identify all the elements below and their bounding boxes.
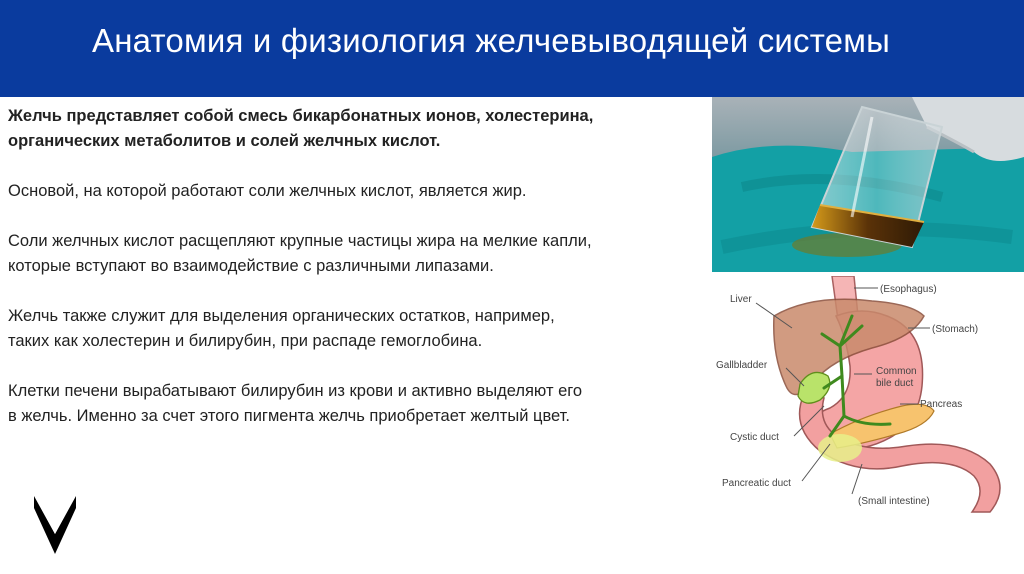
body-paragraph-5 [8, 379, 708, 429]
paragraph-3-line-1: Соли желчных кислот расщепляют крупные частицы жира на мелкие капли, [8, 232, 592, 250]
slide-body [8, 104, 708, 454]
paragraph-5-line-1: Клетки печени вырабатывают билирубин из крови и активно выделяют его [8, 382, 583, 400]
body-paragraph-1 [8, 104, 708, 154]
v-logo-shape [32, 494, 78, 556]
paragraph-4-line-1: Желчь также служит для выделения органических остатков, например, [8, 307, 555, 325]
biliary-anatomy-illustration [712, 276, 1024, 516]
body-paragraph-4 [8, 304, 708, 354]
label-liver: Liver [730, 294, 752, 305]
paragraph-3-line-2: которые вступают во взаимодействие с различными липазами. [8, 257, 494, 275]
label-pancreatic-duct: Pancreatic duct [722, 478, 791, 489]
label-stomach: (Stomach) [932, 324, 979, 335]
label-small-intestine: (Small intestine) [858, 496, 930, 507]
paragraph-2-line-1: Основой, на которой работают соли желчных кислот, является жир. [8, 182, 527, 200]
slide-title: Анатомия и физиология желчевыводящей системы [92, 22, 891, 59]
biliary-anatomy-diagram [712, 276, 1024, 516]
v-logo-icon [32, 494, 78, 556]
slide-header [0, 0, 1024, 97]
label-cystic-duct: Cystic duct [730, 432, 779, 443]
bile-jar-photo [712, 97, 1024, 272]
label-pancreas: Pancreas [920, 399, 963, 410]
paragraph-1-line-1: Желчь представляет собой смесь бикарбонатных ионов, холестерина, [8, 107, 594, 125]
label-esophagus: (Esophagus) [880, 284, 937, 295]
label-common-bile-duct-1: Common [876, 366, 917, 377]
paragraph-4-line-2: таких как холестерин и билирубин, при распаде гемоглобина. [8, 332, 483, 350]
paragraph-5-line-2: в желчь. Именно за счет этого пигмента желчь приобретает желтый цвет. [8, 407, 570, 425]
label-gallbladder: Gallbladder [716, 360, 768, 371]
bile-jar-illustration [712, 97, 1024, 272]
paragraph-1-line-2: органических метаболитов и солей желчных кислот. [8, 132, 441, 150]
body-paragraph-2 [8, 179, 708, 204]
label-common-bile-duct-2: bile duct [876, 378, 914, 389]
body-paragraph-3 [8, 229, 708, 279]
